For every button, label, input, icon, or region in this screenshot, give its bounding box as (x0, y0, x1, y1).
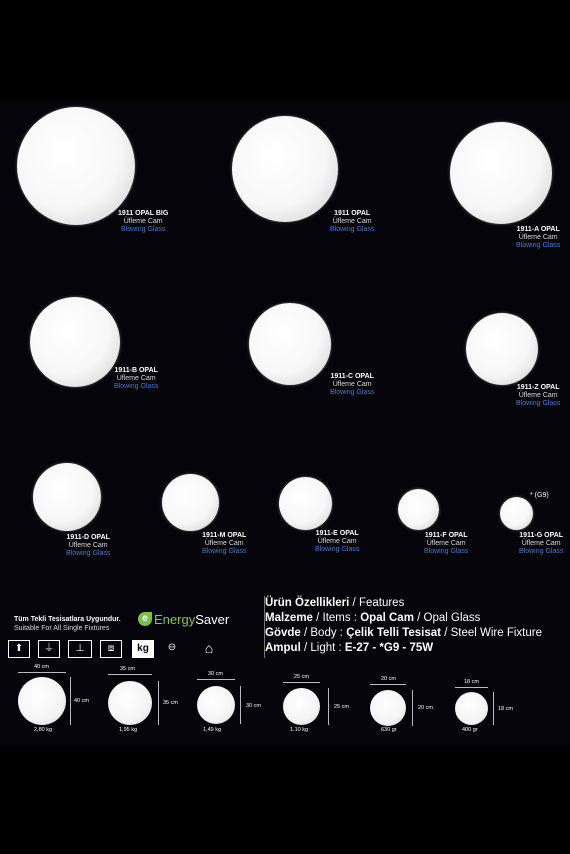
size-weight: 1,95 kg (119, 727, 138, 733)
width-line (197, 679, 235, 680)
height-line (158, 681, 159, 725)
size-weight: 1,49 kg (203, 727, 222, 733)
size-width: 25 cm (294, 674, 309, 680)
globe-1911-opal (232, 116, 338, 222)
leaf-icon: e (138, 612, 152, 626)
size-width: 20 cm (381, 676, 396, 682)
globe-1911-f-opal (398, 489, 439, 530)
features-material: Malzeme / Items : Opal Cam / Opal Glass (265, 612, 481, 624)
ground-icon: ⏚ (38, 640, 60, 658)
size-height: 40 cm (74, 698, 89, 704)
size-weight: 1.10 kg (290, 727, 309, 733)
globe-1911-z-opal (466, 313, 538, 385)
size-globe (283, 688, 320, 725)
size-globe (18, 677, 66, 725)
width-line (370, 684, 406, 685)
globe-1911-g-opal (500, 497, 533, 530)
globe-1911-opal-big (17, 107, 135, 225)
globe-1911-b-opal (30, 297, 120, 387)
pendant-icon: ⊖ (167, 642, 177, 653)
features-body: Gövde / Body : Çelik Telli Tesisat / Steel Wire Fixture (265, 627, 542, 639)
product-label: 1911 OPAL BIG Üfleme Cam Blowing Glass (118, 210, 169, 233)
width-line (455, 687, 488, 688)
height-line (493, 692, 494, 725)
size-height: 30 cm (246, 703, 261, 709)
suitability-note: Tüm Tekli Tesisatlara Uygundur. Suitable For All Single Fixtures (14, 616, 121, 632)
product-label: 1911-C OPAL Üfleme Cam Blowing Glass (330, 373, 375, 396)
width-line (18, 672, 66, 673)
weight-icon: kg (132, 640, 154, 658)
size-width: 18 cm (464, 679, 479, 685)
size-weight: 400 gr (462, 727, 478, 733)
size-width: 35 cm (120, 666, 135, 672)
product-label: 1911-E OPAL Üfleme Cam Blowing Glass (315, 530, 360, 553)
height-line (328, 688, 329, 725)
product-label: 1911-G OPAL Üfleme Cam Blowing Glass (519, 532, 564, 555)
height-line (412, 690, 413, 726)
globe-1911-d-opal (33, 463, 101, 531)
globe-1911-a-opal (450, 122, 552, 224)
size-weight: 2,80 kg (34, 727, 53, 733)
width-line (283, 682, 320, 683)
product-label: 1911-D OPAL Üfleme Cam Blowing Glass (66, 534, 111, 557)
logo-text: EnergySaver (154, 612, 230, 627)
ceiling-mount-icon: ⊥ (68, 640, 92, 658)
product-label: 1911-Z OPAL Üfleme Cam Blowing Glass (516, 384, 561, 407)
size-globe (455, 692, 488, 725)
product-label: 1911-A OPAL Üfleme Cam Blowing Glass (516, 226, 561, 249)
size-height: 20 cm (418, 705, 433, 711)
size-globe (370, 690, 406, 726)
width-line (108, 674, 152, 675)
globe-1911-m-opal (162, 474, 219, 531)
size-height: 35 cm (163, 700, 178, 706)
size-height: 18 cm (498, 706, 513, 712)
product-label: 1911-B OPAL Üfleme Cam Blowing Glass (114, 367, 159, 390)
size-weight: 630 gr (381, 727, 397, 733)
size-globe (108, 681, 152, 725)
globe-1911-c-opal (249, 303, 331, 385)
energy-saver-logo (138, 612, 238, 630)
features-light: Ampul / Light : E-27 - *G9 - 75W (265, 642, 434, 654)
arrow-up-icon: ⬆ (8, 640, 30, 658)
globe-1911-e-opal (279, 477, 332, 530)
size-width: 30 cm (208, 671, 223, 677)
height-line (70, 677, 71, 725)
g9-note: * (G9) (530, 492, 549, 499)
height-line (240, 686, 241, 724)
size-height: 25 cm (334, 704, 349, 710)
features-title: Ürün Özellikleri / Features (265, 597, 405, 609)
house-icon: ⌂ (204, 640, 214, 656)
class-ii-icon: ⧈ (100, 640, 122, 658)
product-label: 1911-F OPAL Üfleme Cam Blowing Glass (424, 532, 469, 555)
product-label: 1911-M OPAL Üfleme Cam Blowing Glass (202, 532, 247, 555)
size-width: 40 cm (34, 664, 49, 670)
size-globe (197, 686, 235, 724)
features-block (265, 596, 565, 656)
product-label: 1911 OPAL Üfleme Cam Blowing Glass (330, 210, 375, 233)
